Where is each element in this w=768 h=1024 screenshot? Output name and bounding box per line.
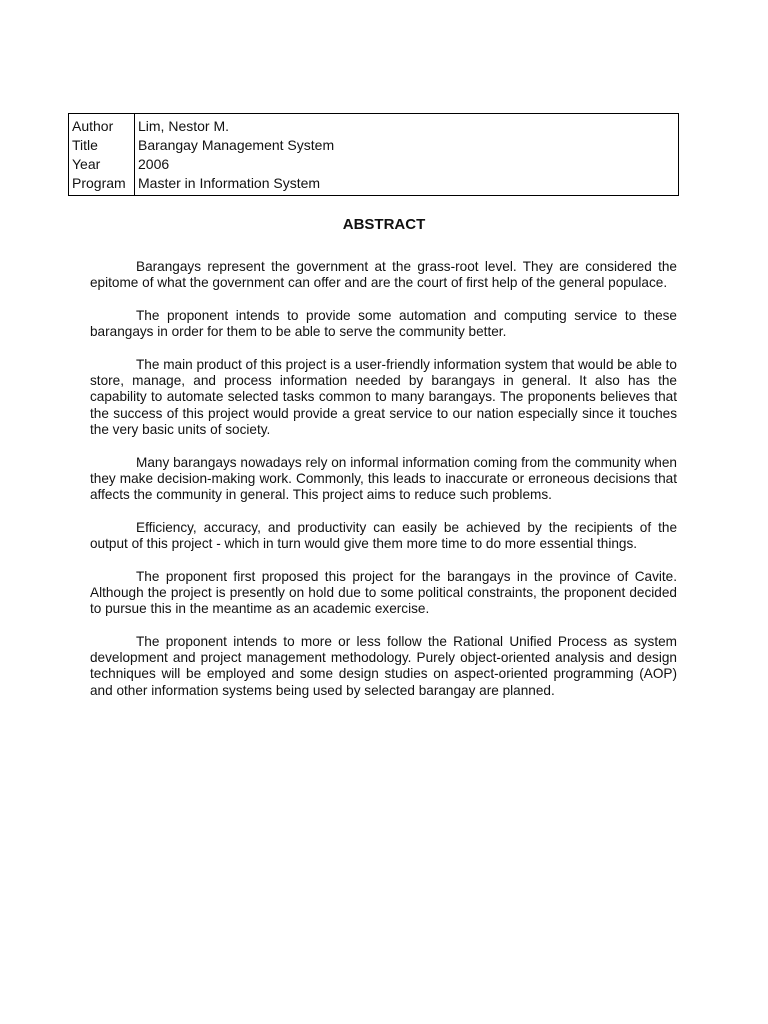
abstract-paragraph: The main product of this project is a user-friendly information system that would be able to store, manage, and process information needed by barangays in general. It also has the capability to automate selected tasks common to many barangays. The proponents believes that the success of this project would provide a great service to our nation especially since it touches the very basic units of society. xyxy=(90,356,677,437)
metadata-value-year: 2006 xyxy=(138,156,170,172)
metadata-key-title: Title xyxy=(72,137,98,153)
abstract-body xyxy=(90,259,677,715)
abstract-paragraph: The proponent intends to provide some automation and computing service to these barangays in order for them to be able to serve the community better. xyxy=(90,307,677,340)
metadata-key-author: Author xyxy=(72,118,114,134)
metadata-key-program: Program xyxy=(72,175,126,191)
metadata-keys-column xyxy=(69,114,135,195)
abstract-paragraph: Efficiency, accuracy, and productivity can easily be achieved by the recipients of the output of this project - which in turn would give them more time to do more essential things. xyxy=(90,519,677,552)
abstract-paragraph: Barangays represent the government at the grass-root level. They are considered the epitome of what the government can offer and are the court of first help of the general populace. xyxy=(90,259,677,291)
metadata-key-year: Year xyxy=(72,156,101,172)
metadata-table xyxy=(68,113,679,196)
abstract-paragraph: The proponent first proposed this project for the barangays in the province of Cavite. Although the project is presently on hold due to some political constraints, the proponent decided to pursue this in the meantime as an academic exercise. xyxy=(90,568,677,617)
abstract-heading: ABSTRACT xyxy=(342,216,426,233)
metadata-value-author: Lim, Nestor M. xyxy=(138,118,230,134)
abstract-paragraph: Many barangays nowadays rely on informal information coming from the community when they make decision-making work. Commonly, this leads to inaccurate or erroneous decisions that affects the community in general. This project aims to reduce such problems. xyxy=(90,454,677,503)
metadata-values-column xyxy=(135,114,678,195)
abstract-paragraph: The proponent intends to more or less follow the Rational Unified Process as system development and project management methodology. Purely object-oriented analysis and design techniques will be employed and some design studies on aspect-oriented programming (AOP) and other information systems being used by selected barangay are planned. xyxy=(90,633,677,698)
metadata-value-program: Master in Information System xyxy=(138,175,321,191)
metadata-value-title: Barangay Management System xyxy=(138,137,335,153)
